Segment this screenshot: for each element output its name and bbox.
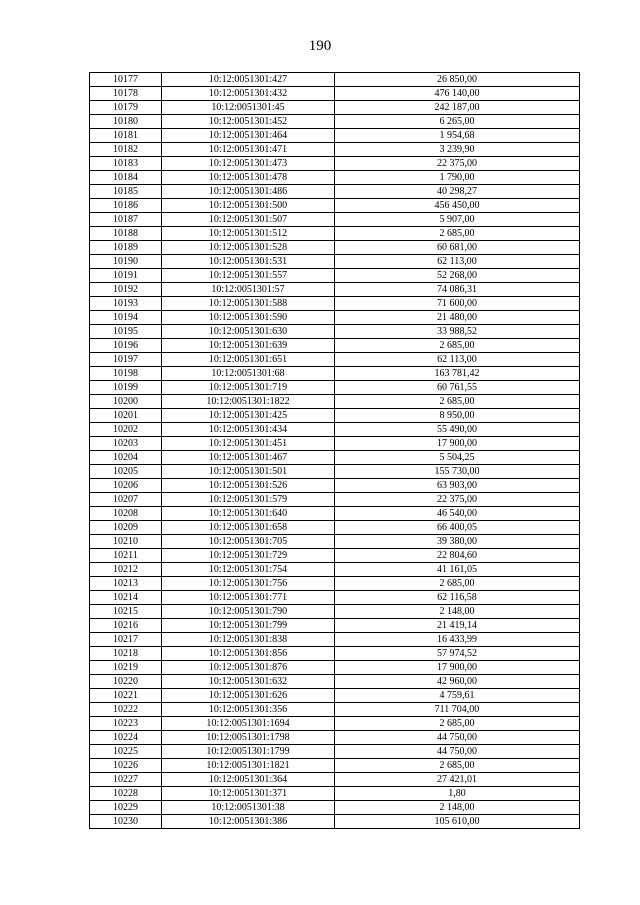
table-row [90,367,580,381]
value-cell: 105 610,00 [335,815,580,829]
value-cell: 16 433,99 [335,633,580,647]
value-cell: 44 750,00 [335,745,580,759]
table-row [90,87,580,101]
cadastral-number-cell: 10:12:0051301:507 [162,213,335,227]
row-number-cell: 10226 [90,759,162,773]
cadastral-number-cell: 10:12:0051301:1799 [162,745,335,759]
table-row [90,73,580,87]
table-row [90,675,580,689]
row-number-cell: 10228 [90,787,162,801]
row-number-cell: 10183 [90,157,162,171]
value-cell: 2 148,00 [335,605,580,619]
table-row [90,689,580,703]
row-number-cell: 10184 [90,171,162,185]
row-number-cell: 10182 [90,143,162,157]
cadastral-number-cell: 10:12:0051301:856 [162,647,335,661]
value-cell: 41 161,05 [335,563,580,577]
row-number-cell: 10210 [90,535,162,549]
cadastral-number-cell: 10:12:0051301:790 [162,605,335,619]
table-row [90,241,580,255]
table-row [90,213,580,227]
cadastral-number-cell: 10:12:0051301:427 [162,73,335,87]
value-cell: 33 988,52 [335,325,580,339]
cadastral-number-cell: 10:12:0051301:1694 [162,717,335,731]
row-number-cell: 10218 [90,647,162,661]
row-number-cell: 10209 [90,521,162,535]
table-row [90,283,580,297]
row-number-cell: 10229 [90,801,162,815]
cadastral-number-cell: 10:12:0051301:754 [162,563,335,577]
cadastral-number-cell: 10:12:0051301:452 [162,115,335,129]
value-cell: 2 685,00 [335,577,580,591]
value-cell: 2 685,00 [335,395,580,409]
value-cell: 21 480,00 [335,311,580,325]
table-row [90,227,580,241]
table-row [90,157,580,171]
value-cell: 8 950,00 [335,409,580,423]
row-number-cell: 10190 [90,255,162,269]
row-number-cell: 10202 [90,423,162,437]
value-cell: 476 140,00 [335,87,580,101]
value-cell: 26 850,00 [335,73,580,87]
cadastral-number-cell: 10:12:0051301:356 [162,703,335,717]
value-cell: 71 600,00 [335,297,580,311]
cadastral-number-cell: 10:12:0051301:705 [162,535,335,549]
value-cell: 2 685,00 [335,759,580,773]
cadastral-number-cell: 10:12:0051301:386 [162,815,335,829]
table-row [90,339,580,353]
row-number-cell: 10198 [90,367,162,381]
table-row [90,745,580,759]
table-row [90,311,580,325]
table-row [90,115,580,129]
row-number-cell: 10194 [90,311,162,325]
value-cell: 22 375,00 [335,157,580,171]
cadastral-number-cell: 10:12:0051301:38 [162,801,335,815]
table-row [90,647,580,661]
table-row [90,493,580,507]
cadastral-number-cell: 10:12:0051301:626 [162,689,335,703]
value-cell: 1 954,68 [335,129,580,143]
table-row [90,703,580,717]
value-cell: 63 903,00 [335,479,580,493]
row-number-cell: 10179 [90,101,162,115]
table-row [90,129,580,143]
cadastral-number-cell: 10:12:0051301:771 [162,591,335,605]
table-row [90,185,580,199]
row-number-cell: 10217 [90,633,162,647]
cadastral-number-cell: 10:12:0051301:630 [162,325,335,339]
row-number-cell: 10193 [90,297,162,311]
value-cell: 57 974,52 [335,647,580,661]
cadastral-number-cell: 10:12:0051301:68 [162,367,335,381]
table-row [90,535,580,549]
value-cell: 42 960,00 [335,675,580,689]
table-row [90,325,580,339]
table-row [90,479,580,493]
table-row [90,143,580,157]
row-number-cell: 10223 [90,717,162,731]
table-row [90,619,580,633]
row-number-cell: 10203 [90,437,162,451]
row-number-cell: 10177 [90,73,162,87]
cadastral-number-cell: 10:12:0051301:432 [162,87,335,101]
value-cell: 40 298,27 [335,185,580,199]
row-number-cell: 10196 [90,339,162,353]
table-row [90,451,580,465]
table-row [90,605,580,619]
value-cell: 46 540,00 [335,507,580,521]
table-row [90,759,580,773]
row-number-cell: 10207 [90,493,162,507]
value-cell: 1,80 [335,787,580,801]
table-row [90,787,580,801]
value-cell: 17 900,00 [335,437,580,451]
value-cell: 2 685,00 [335,339,580,353]
value-cell: 22 375,00 [335,493,580,507]
table-row [90,633,580,647]
row-number-cell: 10214 [90,591,162,605]
cadastral-number-cell: 10:12:0051301:473 [162,157,335,171]
cadastral-number-cell: 10:12:0051301:756 [162,577,335,591]
table-row [90,409,580,423]
row-number-cell: 10200 [90,395,162,409]
cadastral-number-cell: 10:12:0051301:639 [162,339,335,353]
cadastral-number-cell: 10:12:0051301:632 [162,675,335,689]
row-number-cell: 10219 [90,661,162,675]
cadastral-number-cell: 10:12:0051301:1821 [162,759,335,773]
table-row [90,269,580,283]
row-number-cell: 10206 [90,479,162,493]
value-cell: 17 900,00 [335,661,580,675]
row-number-cell: 10211 [90,549,162,563]
cadastral-number-cell: 10:12:0051301:531 [162,255,335,269]
table-row [90,507,580,521]
value-cell: 163 781,42 [335,367,580,381]
table-row [90,465,580,479]
value-cell: 62 113,00 [335,353,580,367]
cadastral-number-cell: 10:12:0051301:588 [162,297,335,311]
cadastral-number-cell: 10:12:0051301:838 [162,633,335,647]
row-number-cell: 10216 [90,619,162,633]
table-row [90,731,580,745]
value-cell: 6 265,00 [335,115,580,129]
value-cell: 44 750,00 [335,731,580,745]
value-cell: 39 380,00 [335,535,580,549]
value-cell: 2 148,00 [335,801,580,815]
cadastral-number-cell: 10:12:0051301:364 [162,773,335,787]
value-cell: 2 685,00 [335,717,580,731]
row-number-cell: 10191 [90,269,162,283]
value-cell: 242 187,00 [335,101,580,115]
row-number-cell: 10187 [90,213,162,227]
table-row [90,101,580,115]
cadastral-number-cell: 10:12:0051301:434 [162,423,335,437]
value-cell: 62 113,00 [335,255,580,269]
value-cell: 60 681,00 [335,241,580,255]
row-number-cell: 10221 [90,689,162,703]
value-cell: 27 421,01 [335,773,580,787]
row-number-cell: 10199 [90,381,162,395]
value-cell: 3 239,90 [335,143,580,157]
table-row [90,661,580,675]
value-cell: 711 704,00 [335,703,580,717]
row-number-cell: 10197 [90,353,162,367]
cadastral-number-cell: 10:12:0051301:876 [162,661,335,675]
value-cell: 2 685,00 [335,227,580,241]
row-number-cell: 10189 [90,241,162,255]
row-number-cell: 10222 [90,703,162,717]
value-cell: 60 761,55 [335,381,580,395]
value-cell: 62 116,58 [335,591,580,605]
table-row [90,297,580,311]
cadastral-number-cell: 10:12:0051301:651 [162,353,335,367]
cadastral-number-cell: 10:12:0051301:640 [162,507,335,521]
value-cell: 21 419,14 [335,619,580,633]
cadastral-number-cell: 10:12:0051301:451 [162,437,335,451]
table-row [90,381,580,395]
cadastral-number-cell: 10:12:0051301:1798 [162,731,335,745]
row-number-cell: 10208 [90,507,162,521]
row-number-cell: 10230 [90,815,162,829]
row-number-cell: 10180 [90,115,162,129]
cadastral-number-cell: 10:12:0051301:590 [162,311,335,325]
value-cell: 74 086,31 [335,283,580,297]
cadastral-number-cell: 10:12:0051301:658 [162,521,335,535]
table-row [90,815,580,829]
row-number-cell: 10227 [90,773,162,787]
table-row [90,437,580,451]
value-cell: 66 400,05 [335,521,580,535]
value-cell: 5 907,00 [335,213,580,227]
cadastral-number-cell: 10:12:0051301:528 [162,241,335,255]
registry-table-body [90,73,580,829]
value-cell: 22 804,60 [335,549,580,563]
row-number-cell: 10186 [90,199,162,213]
cadastral-number-cell: 10:12:0051301:501 [162,465,335,479]
row-number-cell: 10204 [90,451,162,465]
table-row [90,171,580,185]
table-row [90,521,580,535]
row-number-cell: 10212 [90,563,162,577]
row-number-cell: 10188 [90,227,162,241]
row-number-cell: 10224 [90,731,162,745]
cadastral-number-cell: 10:12:0051301:500 [162,199,335,213]
row-number-cell: 10213 [90,577,162,591]
cadastral-number-cell: 10:12:0051301:371 [162,787,335,801]
table-row [90,563,580,577]
table-row [90,199,580,213]
row-number-cell: 10201 [90,409,162,423]
cadastral-number-cell: 10:12:0051301:464 [162,129,335,143]
cadastral-number-cell: 10:12:0051301:471 [162,143,335,157]
page-number: 190 [308,38,332,54]
row-number-cell: 10215 [90,605,162,619]
value-cell: 4 759,61 [335,689,580,703]
value-cell: 456 450,00 [335,199,580,213]
cadastral-number-cell: 10:12:0051301:557 [162,269,335,283]
row-number-cell: 10178 [90,87,162,101]
value-cell: 52 268,00 [335,269,580,283]
row-number-cell: 10185 [90,185,162,199]
cadastral-number-cell: 10:12:0051301:729 [162,549,335,563]
registry-table [89,72,580,829]
cadastral-number-cell: 10:12:0051301:425 [162,409,335,423]
value-cell: 1 790,00 [335,171,580,185]
cadastral-number-cell: 10:12:0051301:478 [162,171,335,185]
cadastral-number-cell: 10:12:0051301:486 [162,185,335,199]
cadastral-number-cell: 10:12:0051301:1822 [162,395,335,409]
table-row [90,577,580,591]
row-number-cell: 10220 [90,675,162,689]
row-number-cell: 10181 [90,129,162,143]
cadastral-number-cell: 10:12:0051301:57 [162,283,335,297]
table-row [90,549,580,563]
row-number-cell: 10192 [90,283,162,297]
table-row [90,255,580,269]
cadastral-number-cell: 10:12:0051301:579 [162,493,335,507]
table-row [90,395,580,409]
row-number-cell: 10195 [90,325,162,339]
table-row [90,423,580,437]
cadastral-number-cell: 10:12:0051301:512 [162,227,335,241]
table-row [90,717,580,731]
row-number-cell: 10205 [90,465,162,479]
table-row [90,591,580,605]
cadastral-number-cell: 10:12:0051301:526 [162,479,335,493]
cadastral-number-cell: 10:12:0051301:719 [162,381,335,395]
cadastral-number-cell: 10:12:0051301:799 [162,619,335,633]
value-cell: 5 504,25 [335,451,580,465]
table-row [90,801,580,815]
table-row [90,353,580,367]
value-cell: 155 730,00 [335,465,580,479]
row-number-cell: 10225 [90,745,162,759]
cadastral-number-cell: 10:12:0051301:467 [162,451,335,465]
cadastral-number-cell: 10:12:0051301:45 [162,101,335,115]
table-row [90,773,580,787]
value-cell: 55 490,00 [335,423,580,437]
